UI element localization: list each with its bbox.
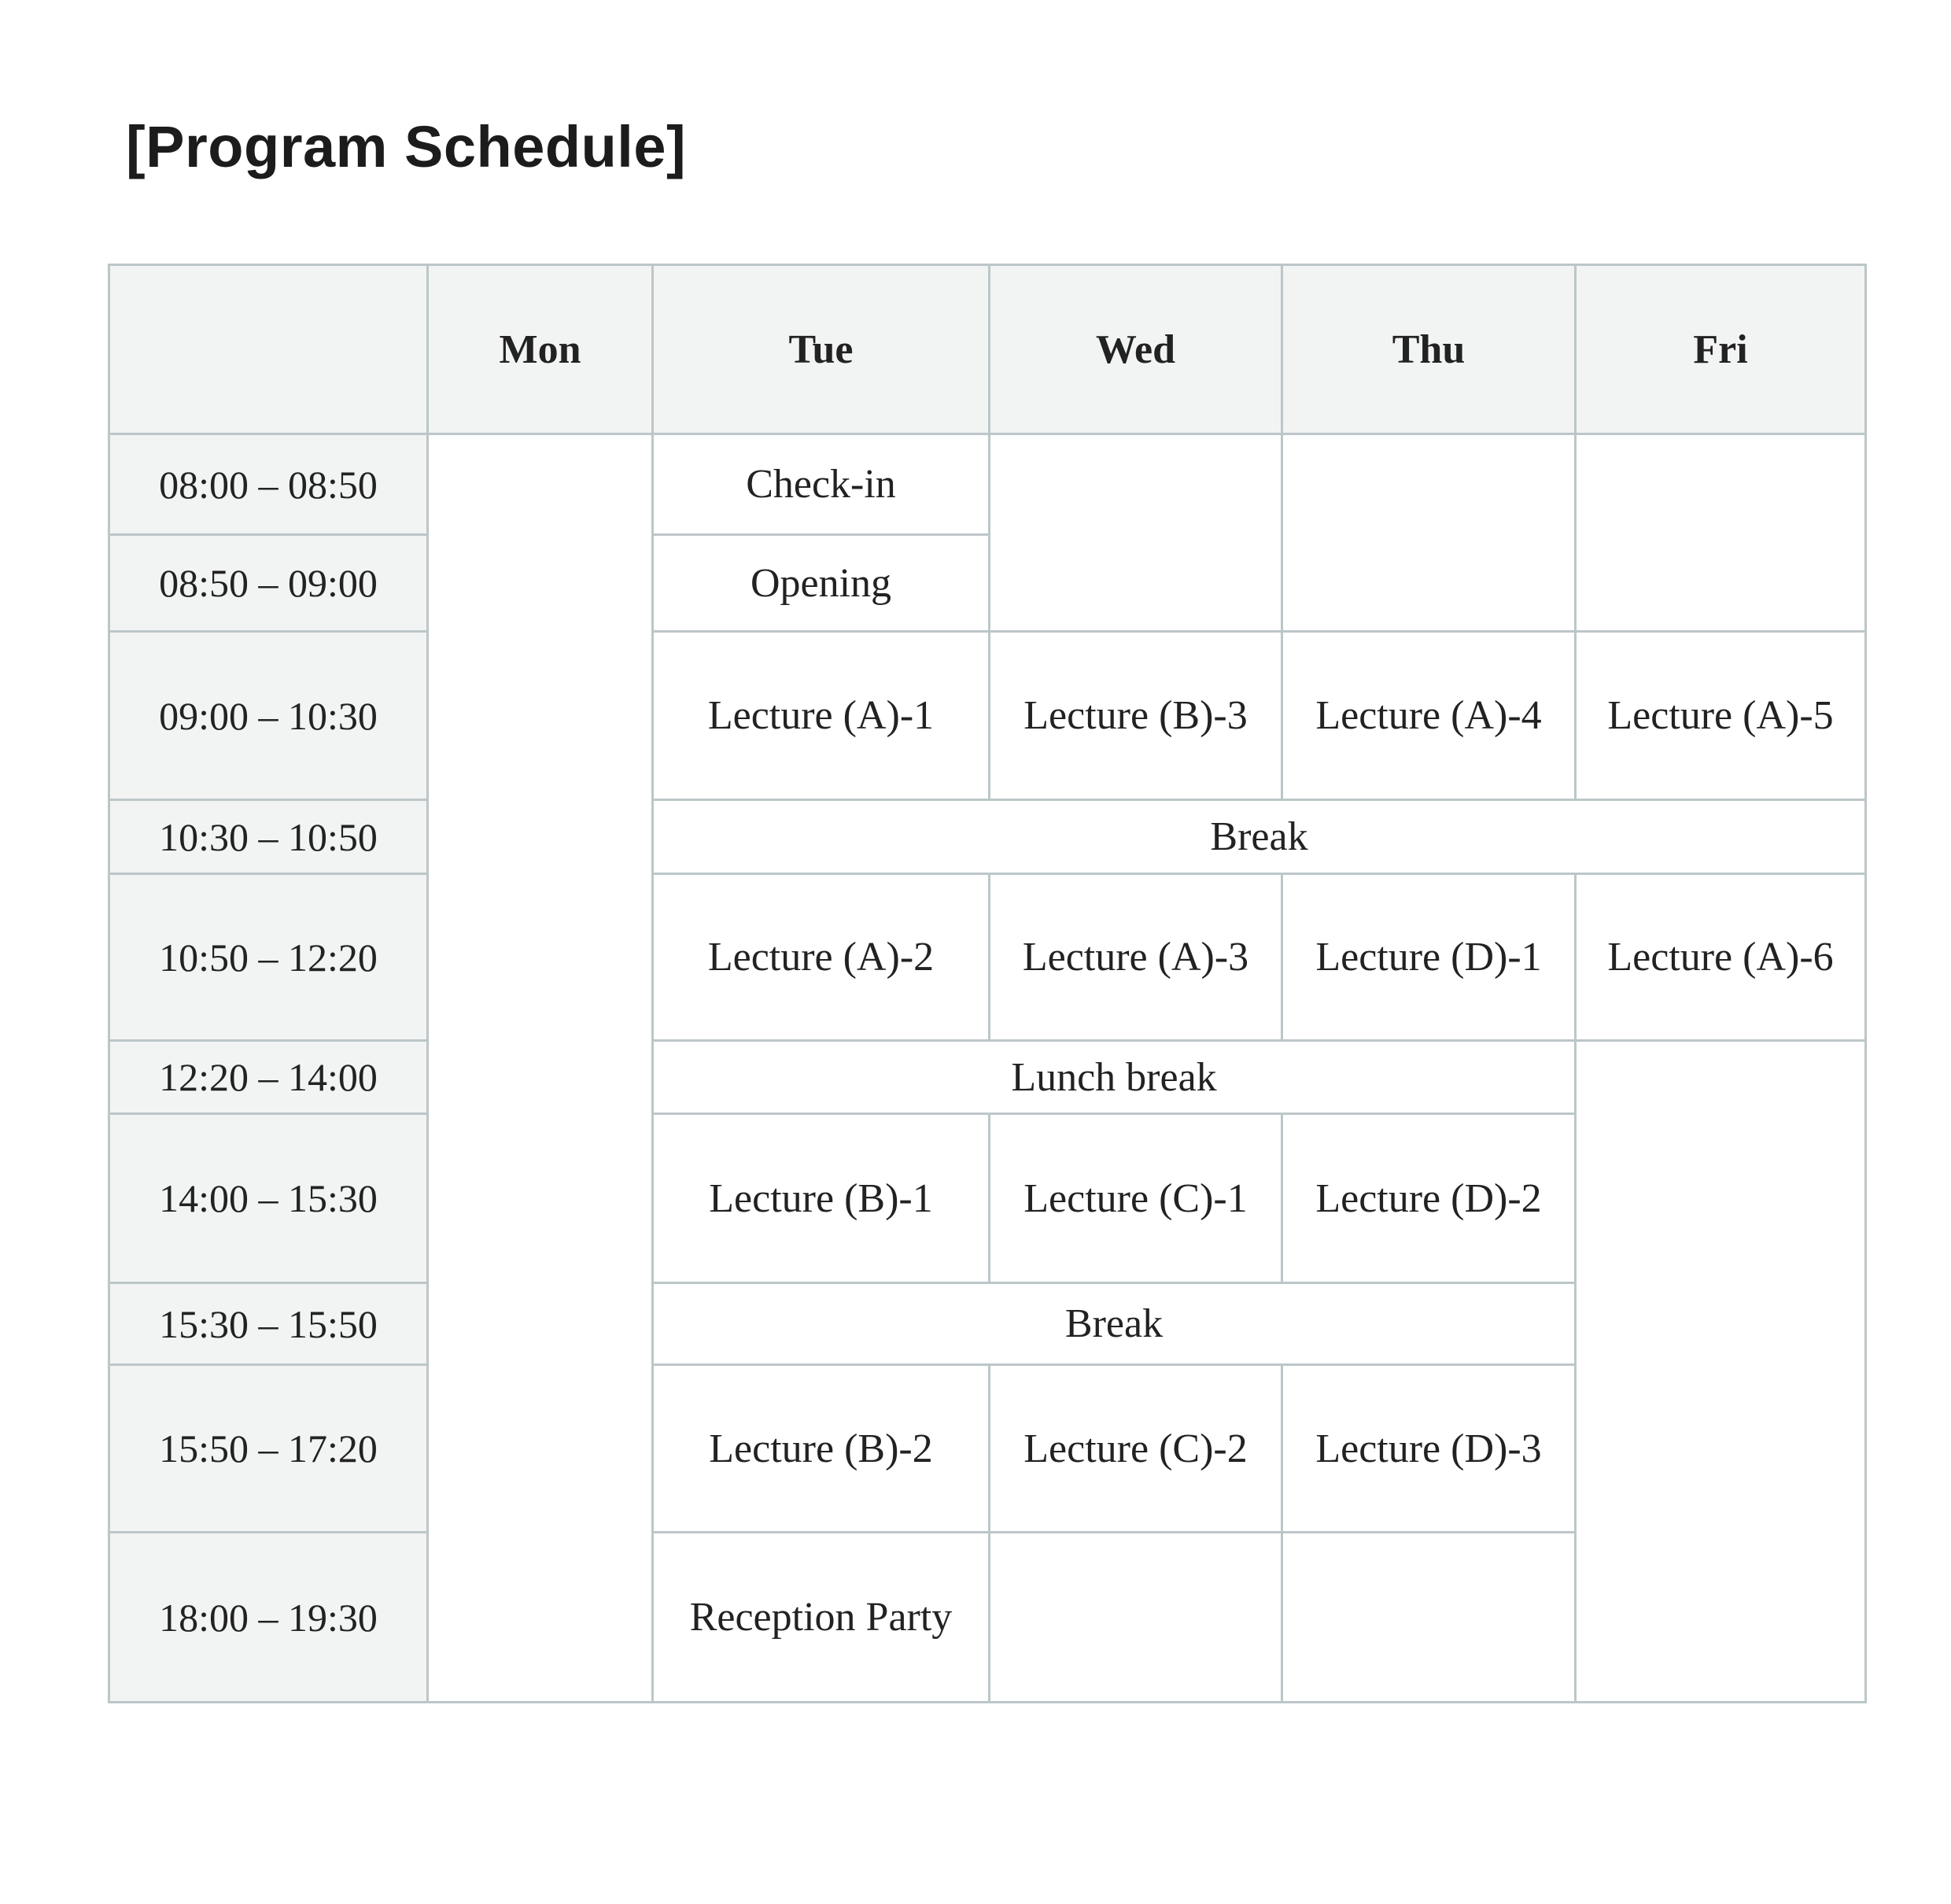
time-cell: 10:50 – 12:20 [109,874,428,1041]
corner-header [109,265,428,434]
event-check-in: Check-in [653,434,990,535]
event-lecture-a5: Lecture (A)-5 [1576,632,1866,800]
event-break-afternoon: Break [653,1283,1576,1365]
event-lecture-d1: Lecture (D)-1 [1282,874,1576,1041]
event-lecture-b2: Lecture (B)-2 [653,1365,990,1533]
day-header-tue: Tue [653,265,990,434]
schedule-table [108,264,1867,1703]
empty-cell [1282,1533,1576,1703]
event-lunch-break: Lunch break [653,1041,1576,1114]
mon-column-cell [428,434,653,1703]
event-reception-party: Reception Party [653,1533,990,1703]
time-cell: 15:50 – 17:20 [109,1365,428,1533]
empty-cell [990,1533,1282,1703]
table-row [109,434,1866,535]
fri-afternoon-cell [1576,1041,1866,1703]
time-cell: 09:00 – 10:30 [109,632,428,800]
page-title: [Program Schedule] [126,114,687,179]
header-row [109,265,1866,434]
event-lecture-a2: Lecture (A)-2 [653,874,990,1041]
day-header-wed: Wed [990,265,1282,434]
time-cell: 08:50 – 09:00 [109,535,428,632]
empty-cell [1282,434,1576,632]
empty-cell [990,434,1282,632]
event-opening: Opening [653,535,990,632]
event-lecture-b1: Lecture (B)-1 [653,1114,990,1283]
event-lecture-a6: Lecture (A)-6 [1576,874,1866,1041]
time-cell: 10:30 – 10:50 [109,800,428,874]
table-row [109,632,1866,800]
time-cell: 08:00 – 08:50 [109,434,428,535]
event-break-morning: Break [653,800,1866,874]
event-lecture-a3: Lecture (A)-3 [990,874,1282,1041]
day-header-fri: Fri [1576,265,1866,434]
empty-cell [1576,434,1866,632]
time-cell: 14:00 – 15:30 [109,1114,428,1283]
event-lecture-c2: Lecture (C)-2 [990,1365,1282,1533]
day-header-thu: Thu [1282,265,1576,434]
event-lecture-a4: Lecture (A)-4 [1282,632,1576,800]
event-lecture-d3: Lecture (D)-3 [1282,1365,1576,1533]
event-lecture-c1: Lecture (C)-1 [990,1114,1282,1283]
event-lecture-d2: Lecture (D)-2 [1282,1114,1576,1283]
table-row [109,1041,1866,1114]
table-row [109,800,1866,874]
time-cell: 18:00 – 19:30 [109,1533,428,1703]
time-cell: 15:30 – 15:50 [109,1283,428,1365]
table-row [109,874,1866,1041]
event-lecture-b3: Lecture (B)-3 [990,632,1282,800]
event-lecture-a1: Lecture (A)-1 [653,632,990,800]
day-header-mon: Mon [428,265,653,434]
time-cell: 12:20 – 14:00 [109,1041,428,1114]
